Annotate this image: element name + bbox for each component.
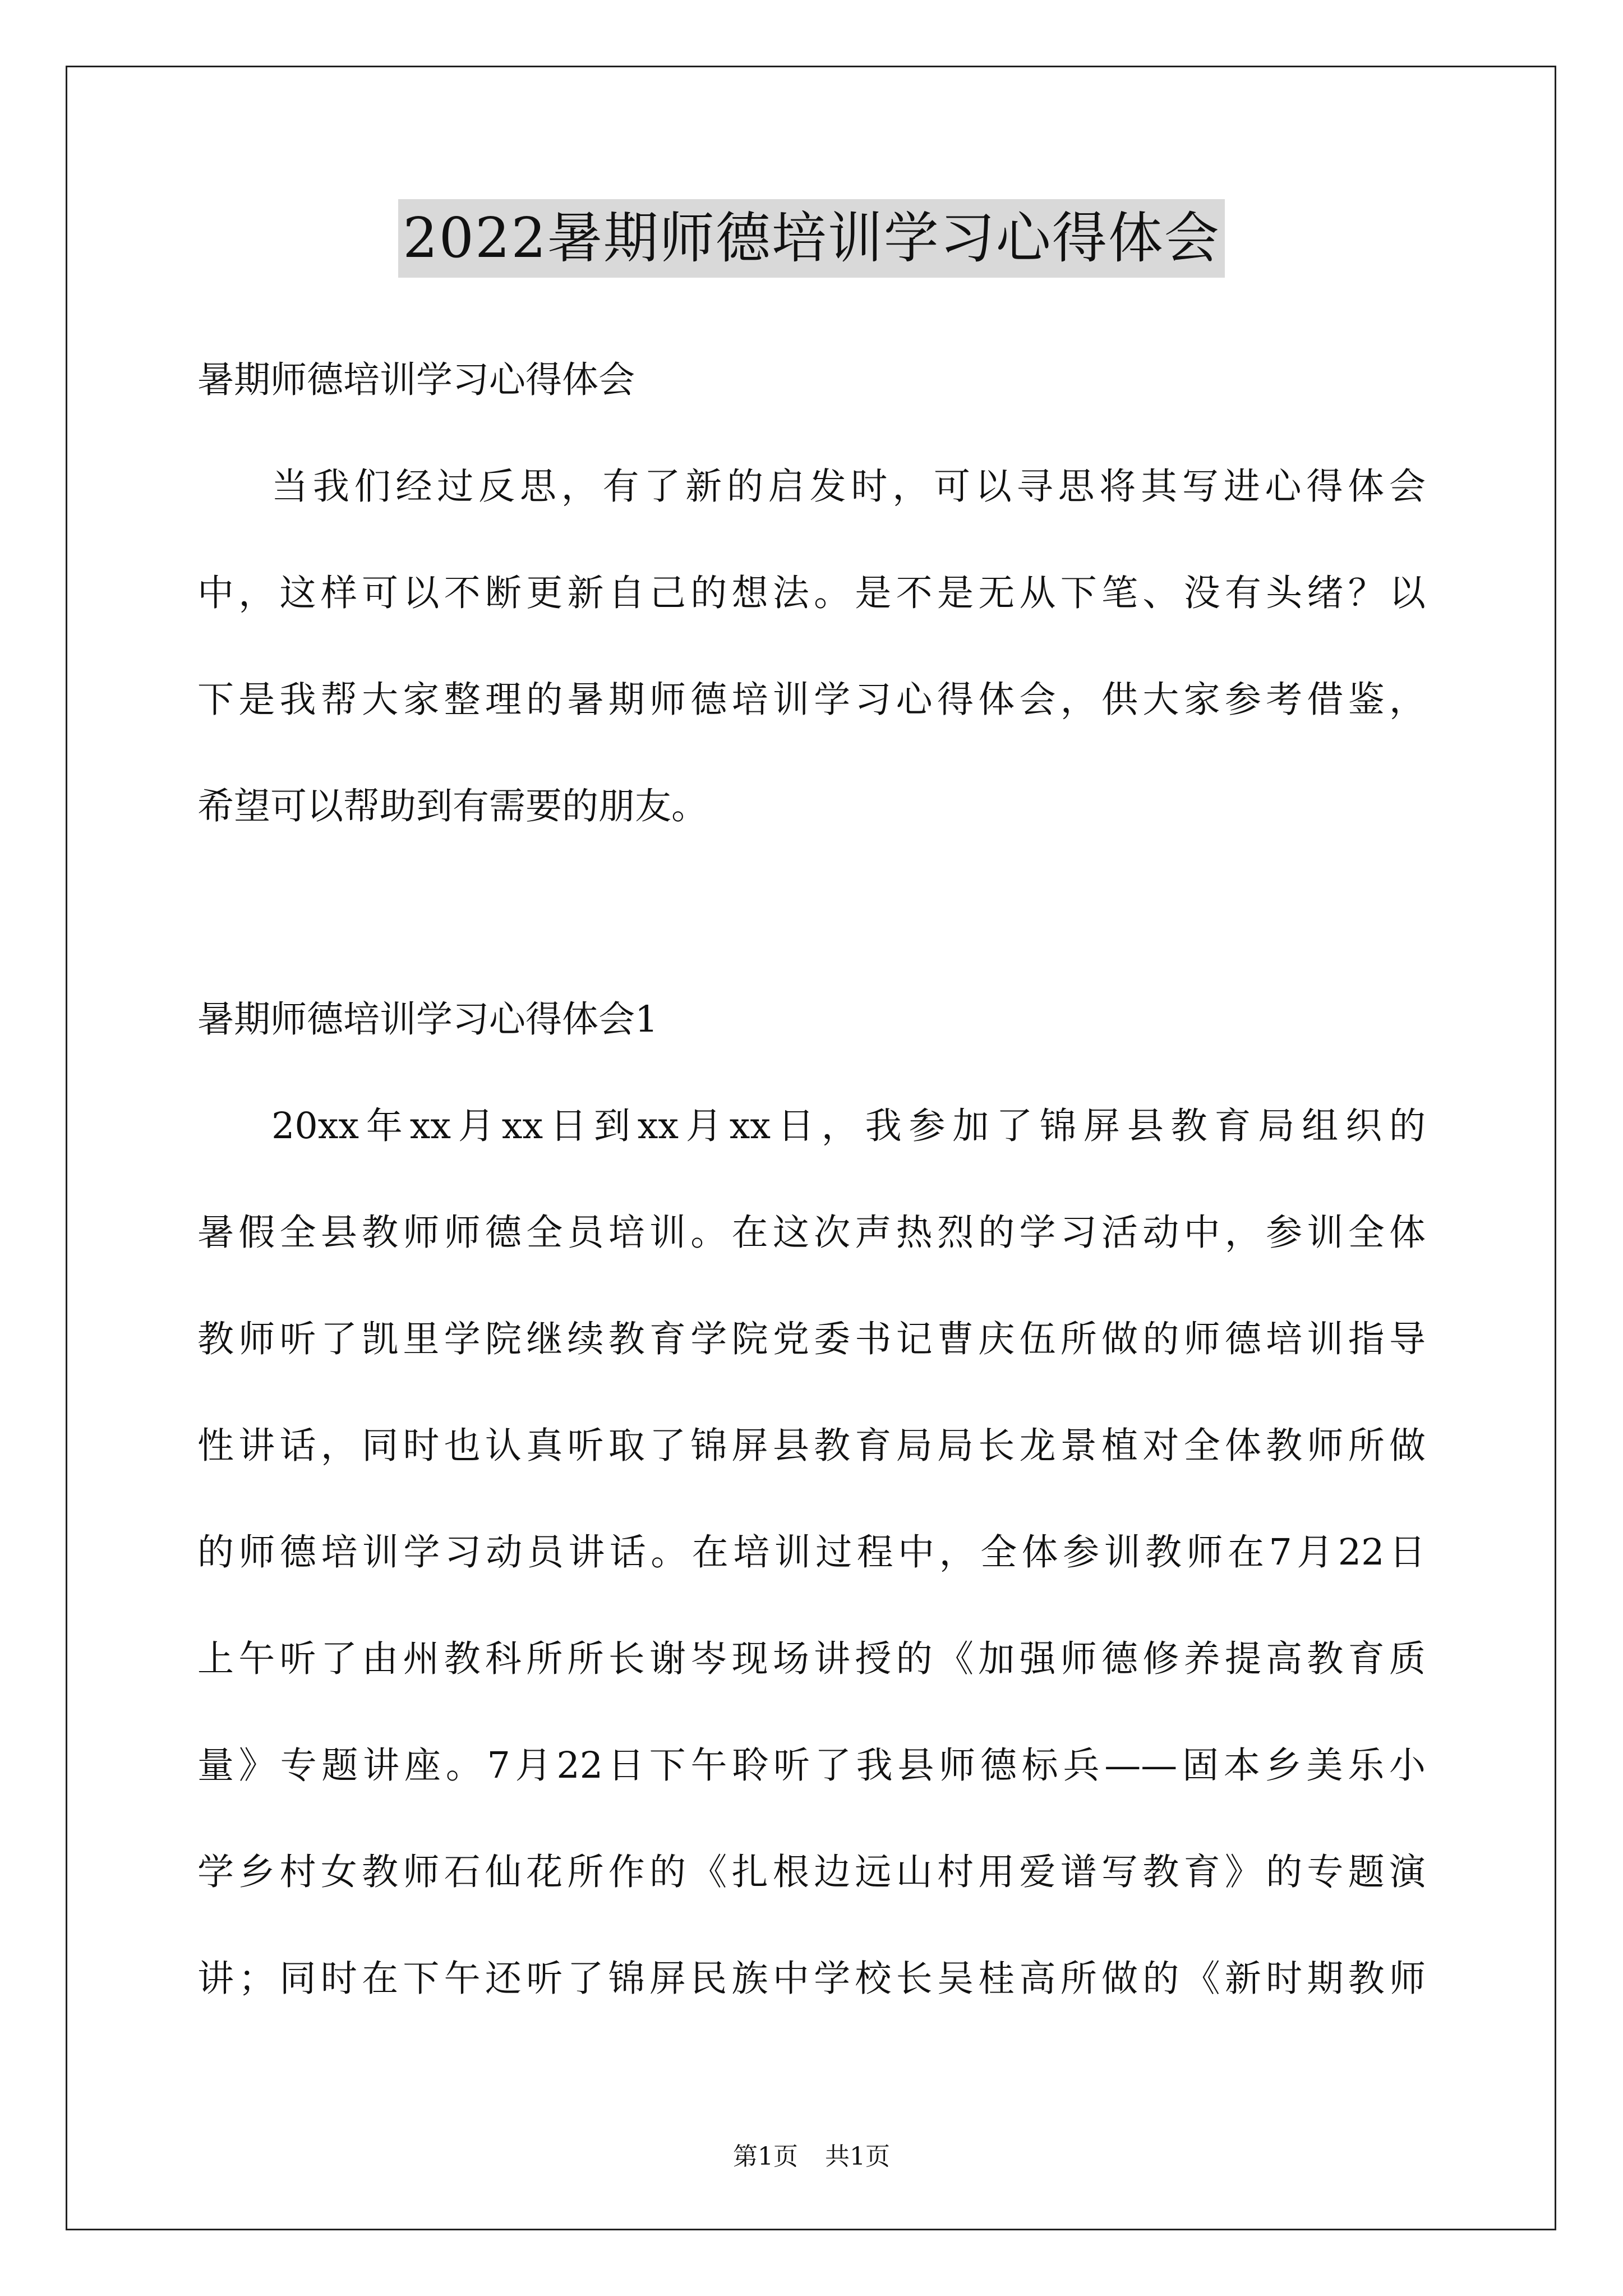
- body-line: 教师听了凯里学院继续教育学院党委书记曹庆伍所做的师德培训指导: [197, 1318, 1426, 1360]
- intro-line: 中，这样可以不断更新自己的想法。是不是无从下笔、没有头绪？以: [197, 572, 1426, 614]
- intro-line: 希望可以帮助到有需要的朋友。: [197, 785, 708, 827]
- body-line: 量》专题讲座。7月22日下午聆听了我县师德标兵——固本乡美乐小: [197, 1745, 1426, 1787]
- page-footer: [0, 2140, 1623, 2174]
- body-line: 的师德培训学习动员讲话。在培训过程中，全体参训教师在7月22日: [197, 1531, 1426, 1573]
- section-heading: 暑期师德培训学习心得体会1: [197, 999, 658, 1041]
- body-line: 暑假全县教师师德全员培训。在这次声热烈的学习活动中，参训全体: [197, 1212, 1426, 1254]
- body-line: 20xx年xx月xx日到xx月xx日，我参加了锦屏县教育局组织的: [271, 1105, 1426, 1147]
- document-title: 2022暑期师德培训学习心得体会: [398, 199, 1224, 278]
- intro-line: 当我们经过反思，有了新的启发时，可以寻思将其写进心得体会: [271, 466, 1426, 508]
- title-area: [0, 199, 1623, 278]
- subtitle: 暑期师德培训学习心得体会: [197, 359, 635, 401]
- document-body: [197, 348, 1426, 2053]
- body-line: 性讲话，同时也认真听取了锦屏县教育局局长龙景植对全体教师所做: [197, 1425, 1426, 1467]
- body-line: 上午听了由州教科所所长谢岑现场讲授的《加强师德修养提高教育质: [197, 1638, 1426, 1680]
- page-number: 第1页: [733, 2142, 798, 2171]
- body-line: 学乡村女教师石仙花所作的《扎根边远山村用爱谱写教育》的专题演: [197, 1851, 1426, 1893]
- intro-line: 下是我帮大家整理的暑期师德培训学习心得体会，供大家参考借鉴，: [197, 679, 1426, 721]
- body-line: 讲；同时在下午还听了锦屏民族中学校长吴桂高所做的《新时期教师: [197, 1958, 1426, 2000]
- page-total: 共1页: [825, 2142, 890, 2171]
- paragraph-spacer: [197, 881, 1426, 987]
